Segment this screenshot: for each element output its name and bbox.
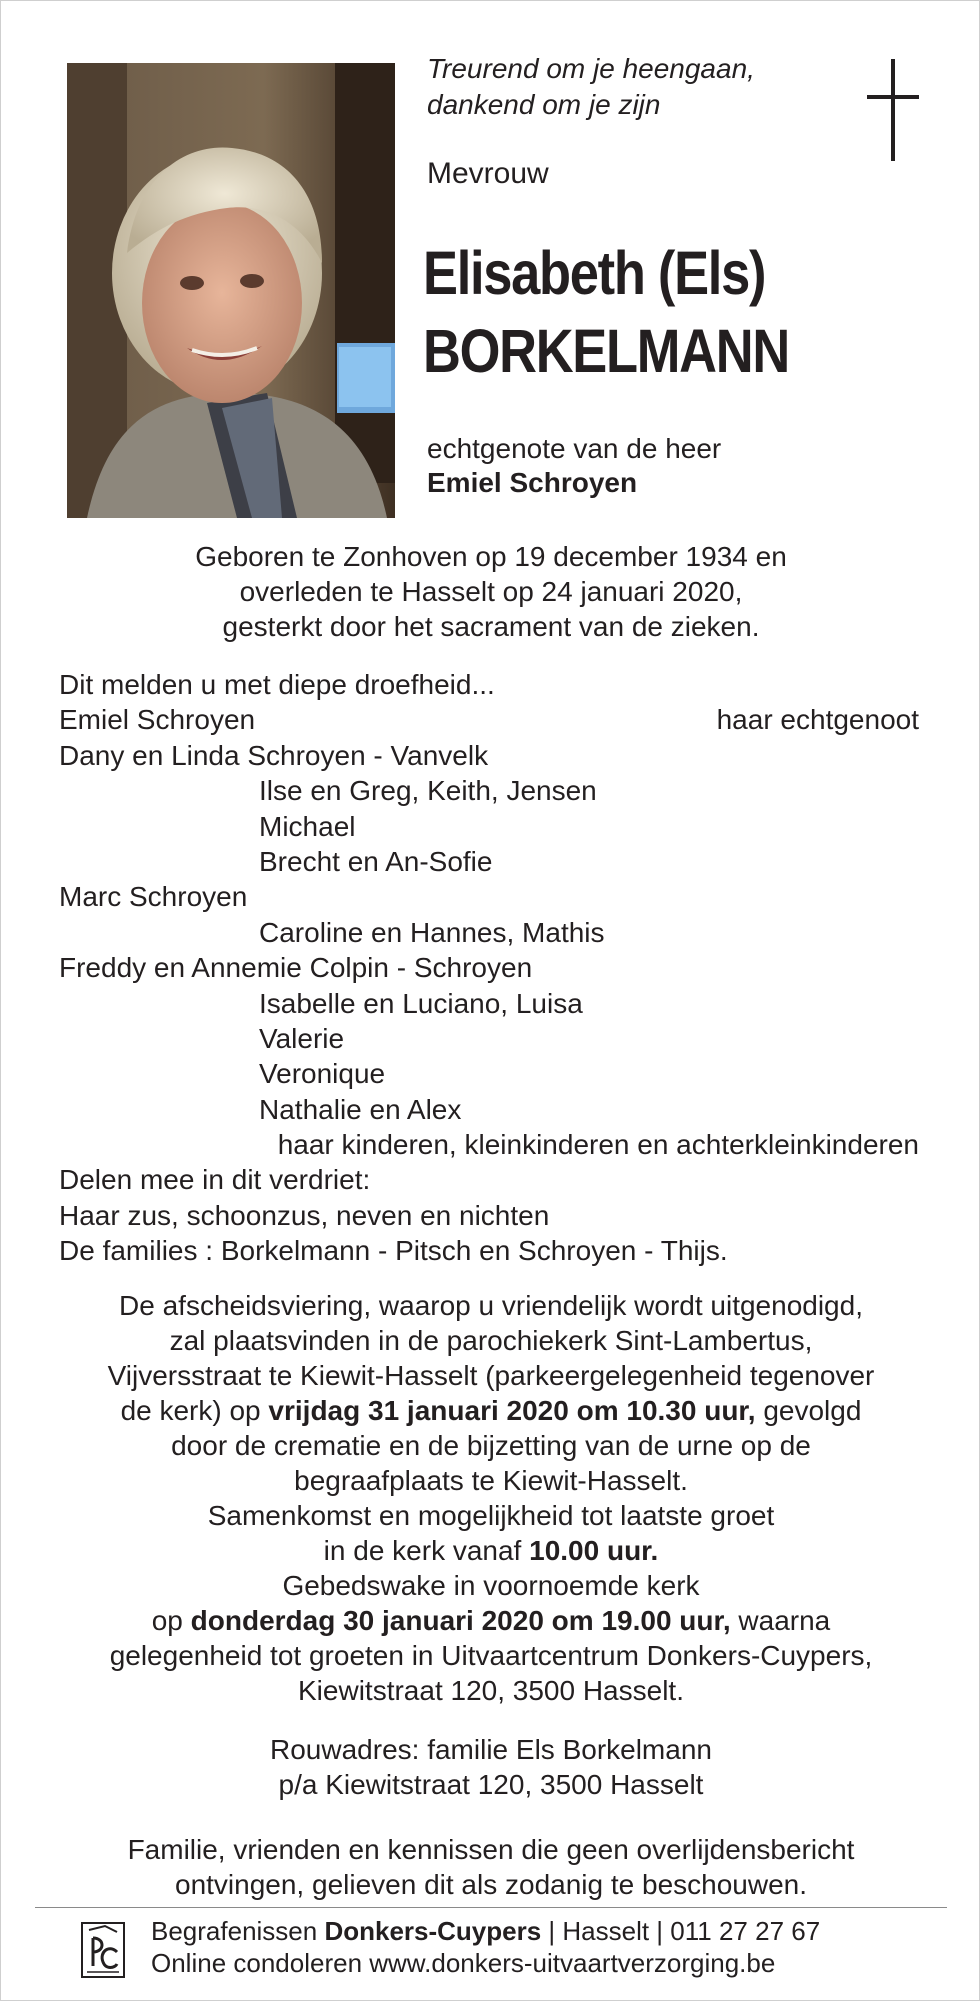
- family-row: [59, 1233, 919, 1268]
- text-line: Geboren te Zonhoven op 19 december 1934 en: [195, 541, 787, 572]
- birth-death-text: [41, 539, 941, 644]
- spouse-name: Emiel Schroyen: [427, 467, 638, 498]
- family-row: [59, 915, 919, 950]
- deceased-first-name: Elisabeth (Els): [423, 239, 766, 307]
- deceased-last-name: BORKELMANN: [423, 317, 789, 385]
- cross-icon: [867, 59, 919, 161]
- portrait-image: [67, 63, 395, 518]
- quote-line: dankend om je zijn: [427, 89, 661, 120]
- family-row: [59, 738, 919, 773]
- family-row: [59, 702, 919, 737]
- quote-line: Treurend om je heengaan,: [427, 53, 755, 84]
- family-row: [59, 1198, 919, 1233]
- family-member: Nathalie en Alex: [259, 1093, 462, 1125]
- text-line: begraafplaats te Kiewit-Hasselt.: [294, 1465, 688, 1496]
- salutation: Mevrouw: [427, 157, 549, 190]
- family-row: [59, 809, 919, 844]
- family-member: Freddy en Annemie Colpin - Schroyen: [59, 952, 533, 984]
- family-member: Ilse en Greg, Keith, Jensen: [259, 775, 597, 807]
- family-member: Isabelle en Luciano, Luisa: [259, 987, 583, 1019]
- family-list: [59, 667, 919, 1269]
- notice-text: [41, 1832, 941, 1902]
- family-row: [59, 1056, 919, 1091]
- text-line: gelegenheid tot groeten in Uitvaartcentrum Donkers-Cuypers,: [109, 1640, 873, 1671]
- family-row: [59, 986, 919, 1021]
- text-line: in de kerk vanaf 10.00 uur.: [323, 1535, 659, 1566]
- family-member: Dit melden u met diepe droefheid...: [59, 669, 495, 700]
- family-member: Emiel Schroyen: [59, 704, 256, 736]
- text-line: Vijversstraat te Kiewit-Hasselt (parkeergelegenheid tegenover: [107, 1360, 875, 1391]
- family-member: Dany en Linda Schroyen - Vanvelk: [59, 739, 489, 771]
- family-row: [59, 1162, 919, 1197]
- text-line: Kiewitstraat 120, 3500 Hasselt.: [298, 1675, 684, 1706]
- family-member: Caroline en Hannes, Mathis: [259, 916, 605, 948]
- family-member: Delen mee in dit verdriet:: [59, 1164, 371, 1196]
- family-member: Brecht en An-Sofie: [259, 845, 493, 877]
- relation-label: haar kinderen, kleinkinderen en achterkleinkinderen: [277, 1129, 919, 1161]
- text-line: op donderdag 30 januari 2020 om 19.00 uur, waarna: [151, 1605, 831, 1636]
- text-line: Samenkomst en mogelijkheid tot laatste groet: [207, 1500, 775, 1531]
- footer-website-line[interactable]: Online condoleren www.donkers-uitvaartverzorging.be: [151, 1948, 776, 1978]
- funeral-home-logo-icon: [81, 1922, 125, 1978]
- family-row: [59, 1092, 919, 1127]
- text-line: de kerk) op vrijdag 31 januari 2020 om 10.30 uur, gevolgd: [120, 1395, 862, 1426]
- text-line: De afscheidsviering, waarop u vriendelijk wordt uitgenodigd,: [119, 1290, 863, 1321]
- family-member: Haar zus, schoonzus, neven en nichten: [59, 1199, 550, 1231]
- quote: [427, 51, 807, 123]
- relation-label: haar echtgenoot: [716, 704, 919, 736]
- footer-divider: [35, 1907, 947, 1908]
- family-row: [59, 950, 919, 985]
- text-line: p/a Kiewitstraat 120, 3500 Hasselt: [278, 1769, 704, 1800]
- family-row: [59, 1127, 919, 1162]
- text-line: Familie, vrienden en kennissen die geen overlijdensbericht: [127, 1834, 855, 1865]
- text-line: door de crematie en de bijzetting van de urne op de: [171, 1430, 811, 1461]
- text-line: zal plaatsvinden in de parochiekerk Sint-Lambertus,: [169, 1325, 813, 1356]
- text-line: ontvingen, gelieven dit als zodanig te beschouwen.: [175, 1869, 807, 1900]
- family-row: [59, 879, 919, 914]
- text-line: Gebedswake in voornoemde kerk: [282, 1570, 700, 1601]
- family-member: Veronique: [259, 1058, 386, 1090]
- family-member: Marc Schroyen: [59, 881, 248, 913]
- spouse-intro: echtgenote van de heer: [427, 433, 722, 464]
- company-name: Donkers-Cuypers: [324, 1916, 542, 1946]
- gathering-time: 10.00 uur.: [529, 1535, 659, 1566]
- footer-company-line: Begrafenissen Donkers-Cuypers | Hasselt | 011 27 27 67: [151, 1916, 821, 1946]
- family-row: [59, 667, 919, 702]
- mourning-address: [41, 1732, 941, 1802]
- family-row: [59, 844, 919, 879]
- service-details: [41, 1288, 941, 1708]
- text-line: gesterkt door het sacrament van de zieken.: [222, 611, 760, 642]
- text-line: Rouwadres: familie Els Borkelmann: [270, 1734, 712, 1765]
- text-line: overleden te Hasselt op 24 januari 2020,: [239, 576, 743, 607]
- family-member: De families : Borkelmann - Pitsch en Schroyen - Thijs.: [59, 1235, 728, 1267]
- portrait-photo: [67, 63, 395, 518]
- family-member: Valerie: [259, 1022, 345, 1054]
- family-member: Michael: [259, 810, 356, 842]
- vigil-date: donderdag 30 januari 2020 om 19.00 uur,: [190, 1605, 731, 1636]
- family-row: [59, 1021, 919, 1056]
- funeral-date: vrijdag 31 januari 2020 om 10.30 uur,: [268, 1395, 756, 1426]
- family-row: [59, 773, 919, 808]
